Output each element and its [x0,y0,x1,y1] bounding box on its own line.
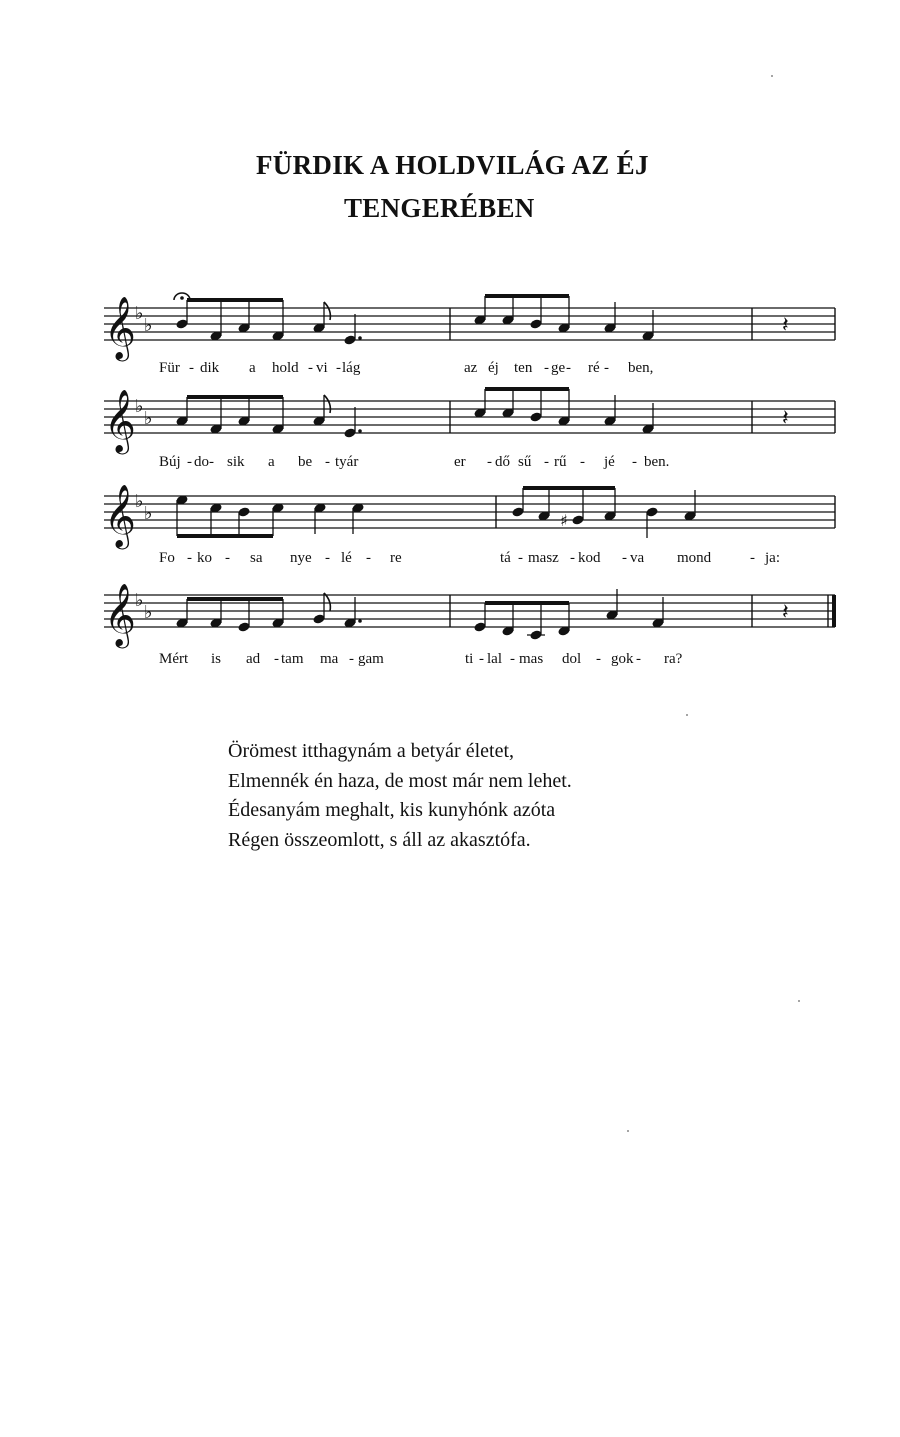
treble-clef-icon: 𝄞 [104,296,136,359]
syllable-hyphen: - [544,360,549,376]
augmentation-dot [358,429,362,433]
quarter-rest-icon: 𝄽 [782,600,789,625]
lyrics-line-1 [100,360,840,382]
syllable-hyphen: - [209,454,214,470]
verse-line-2: Elmennék én haza, de most már nem lehet. [228,769,572,792]
lyric-syllable: re [390,550,402,566]
scan-speck [686,714,688,716]
lyric-syllable: do [194,454,209,470]
lyric-syllable: éj [488,360,499,376]
lyric-syllable: is [211,651,222,667]
lyric-syllable: lal [487,651,502,667]
lyric-syllable: va [630,550,645,566]
lyric-syllable: kod [578,550,601,566]
syllable-hyphen: - [570,550,575,566]
syllable-hyphen: - [187,550,192,566]
syllable-hyphen: - [604,360,609,376]
quarter-rest-icon: 𝄽 [782,406,789,431]
syllable-hyphen: - [479,651,484,667]
lyric-syllable: sa [250,550,263,566]
scan-speck [627,1130,629,1132]
lyric-syllable: vi [316,360,328,376]
syllable-hyphen: - [636,651,641,667]
flat-icon: ♭ [144,408,153,429]
lyric-syllable: a [268,454,275,470]
verse-text [228,737,572,855]
lyric-syllable: lág [342,360,361,376]
flat-icon: ♭ [135,491,144,512]
lyric-syllable: masz [528,550,559,566]
syllable-hyphen: - [544,454,549,470]
lyric-syllable: ben, [628,360,654,376]
lyric-syllable: ra? [664,651,683,667]
syllable-hyphen: - [487,454,492,470]
flat-icon: ♭ [135,396,144,417]
music-staff-3 [100,478,840,558]
music-staff-4 [100,577,840,657]
syllable-hyphen: - [580,454,585,470]
syllable-hyphen: - [189,360,194,376]
lyric-syllable: tyár [335,454,359,470]
flat-icon: ♭ [144,602,153,623]
syllable-hyphen: - [510,651,515,667]
lyric-syllable: mas [519,651,544,667]
syllable-hyphen: - [225,550,230,566]
lyric-syllable: Für [159,360,180,376]
lyric-syllable: az [464,360,478,376]
note-flag [324,593,330,611]
flat-icon: ♭ [135,303,144,324]
treble-clef-icon: 𝄞 [104,583,136,646]
syllable-hyphen: - [349,651,354,667]
lyric-syllable: ré [588,360,600,376]
lyric-syllable: dol [562,651,582,667]
lyrics-line-3 [100,550,840,572]
quarter-rest-icon: 𝄽 [782,313,789,338]
lyric-syllable: sik [227,454,245,470]
lyric-syllable: Mért [159,651,189,667]
lyric-syllable: tá [500,550,511,566]
lyric-syllable: lé [341,550,352,566]
treble-clef-icon: 𝄞 [104,484,136,547]
lyric-syllable: ko [197,550,212,566]
lyric-syllable: be [298,454,313,470]
lyric-syllable: gok [611,651,634,667]
lyric-syllable: a [249,360,256,376]
lyric-syllable: ten [514,360,533,376]
lyric-syllable: nye [290,550,312,566]
syllable-hyphen: - [187,454,192,470]
music-staff-1 [100,290,840,370]
note-flag [324,395,330,413]
syllable-hyphen: - [325,454,330,470]
lyric-syllable: rű [554,454,567,470]
lyric-syllable: dő [495,454,510,470]
verse-line-3: Édesanyám meghalt, kis kunyhónk azóta [228,799,556,821]
lyric-syllable: Fo [159,550,175,566]
scan-speck [771,75,773,77]
song-title-line-1: FÜRDIK A HOLDVILÁG AZ ÉJ [256,150,649,180]
syllable-hyphen: - [325,550,330,566]
syllable-hyphen: - [518,550,523,566]
syllable-hyphen: - [632,454,637,470]
music-staff-2 [100,383,840,463]
verse-line-4: Régen összeomlott, s áll az akasztófa. [228,828,531,851]
fermata-dot [180,296,184,300]
syllable-hyphen: - [750,550,755,566]
song-title-line-2: TENGERÉBEN [344,193,535,223]
syllable-hyphen: - [622,550,627,566]
lyric-syllable: er [454,454,466,470]
sharp-icon: ♯ [560,511,568,530]
treble-clef-icon: 𝄞 [104,389,136,452]
lyric-syllable: ad [246,651,261,667]
lyric-syllable: ja: [765,550,780,566]
syllable-hyphen: - [366,550,371,566]
lyric-syllable: Búj [159,454,181,470]
note-flag [324,302,330,320]
lyrics-line-4 [100,651,840,673]
flat-icon: ♭ [144,315,153,336]
syllable-hyphen: - [274,651,279,667]
syllable-hyphen: - [566,360,571,376]
augmentation-dot [358,336,362,340]
verse-line-1: Örömest itthagynám a betyár életet, [228,740,515,762]
lyric-syllable: mond [677,550,712,566]
lyric-syllable: hold [272,360,299,376]
lyrics-line-2 [100,454,840,476]
scan-speck [798,1000,800,1002]
lyric-syllable: dik [200,360,220,376]
syllable-hyphen: - [596,651,601,667]
lyric-syllable: ma [320,651,339,667]
syllable-hyphen: - [336,360,341,376]
flat-icon: ♭ [135,590,144,611]
lyric-syllable: jé [604,454,615,470]
flat-icon: ♭ [144,503,153,524]
syllable-hyphen: - [308,360,313,376]
lyric-syllable: ti [465,651,474,667]
lyric-syllable: sű [518,454,532,470]
lyric-syllable: ge [551,360,566,376]
lyric-syllable: gam [358,651,384,667]
lyric-syllable: ben. [644,454,670,470]
augmentation-dot [358,619,362,623]
lyric-syllable: tam [281,651,304,667]
